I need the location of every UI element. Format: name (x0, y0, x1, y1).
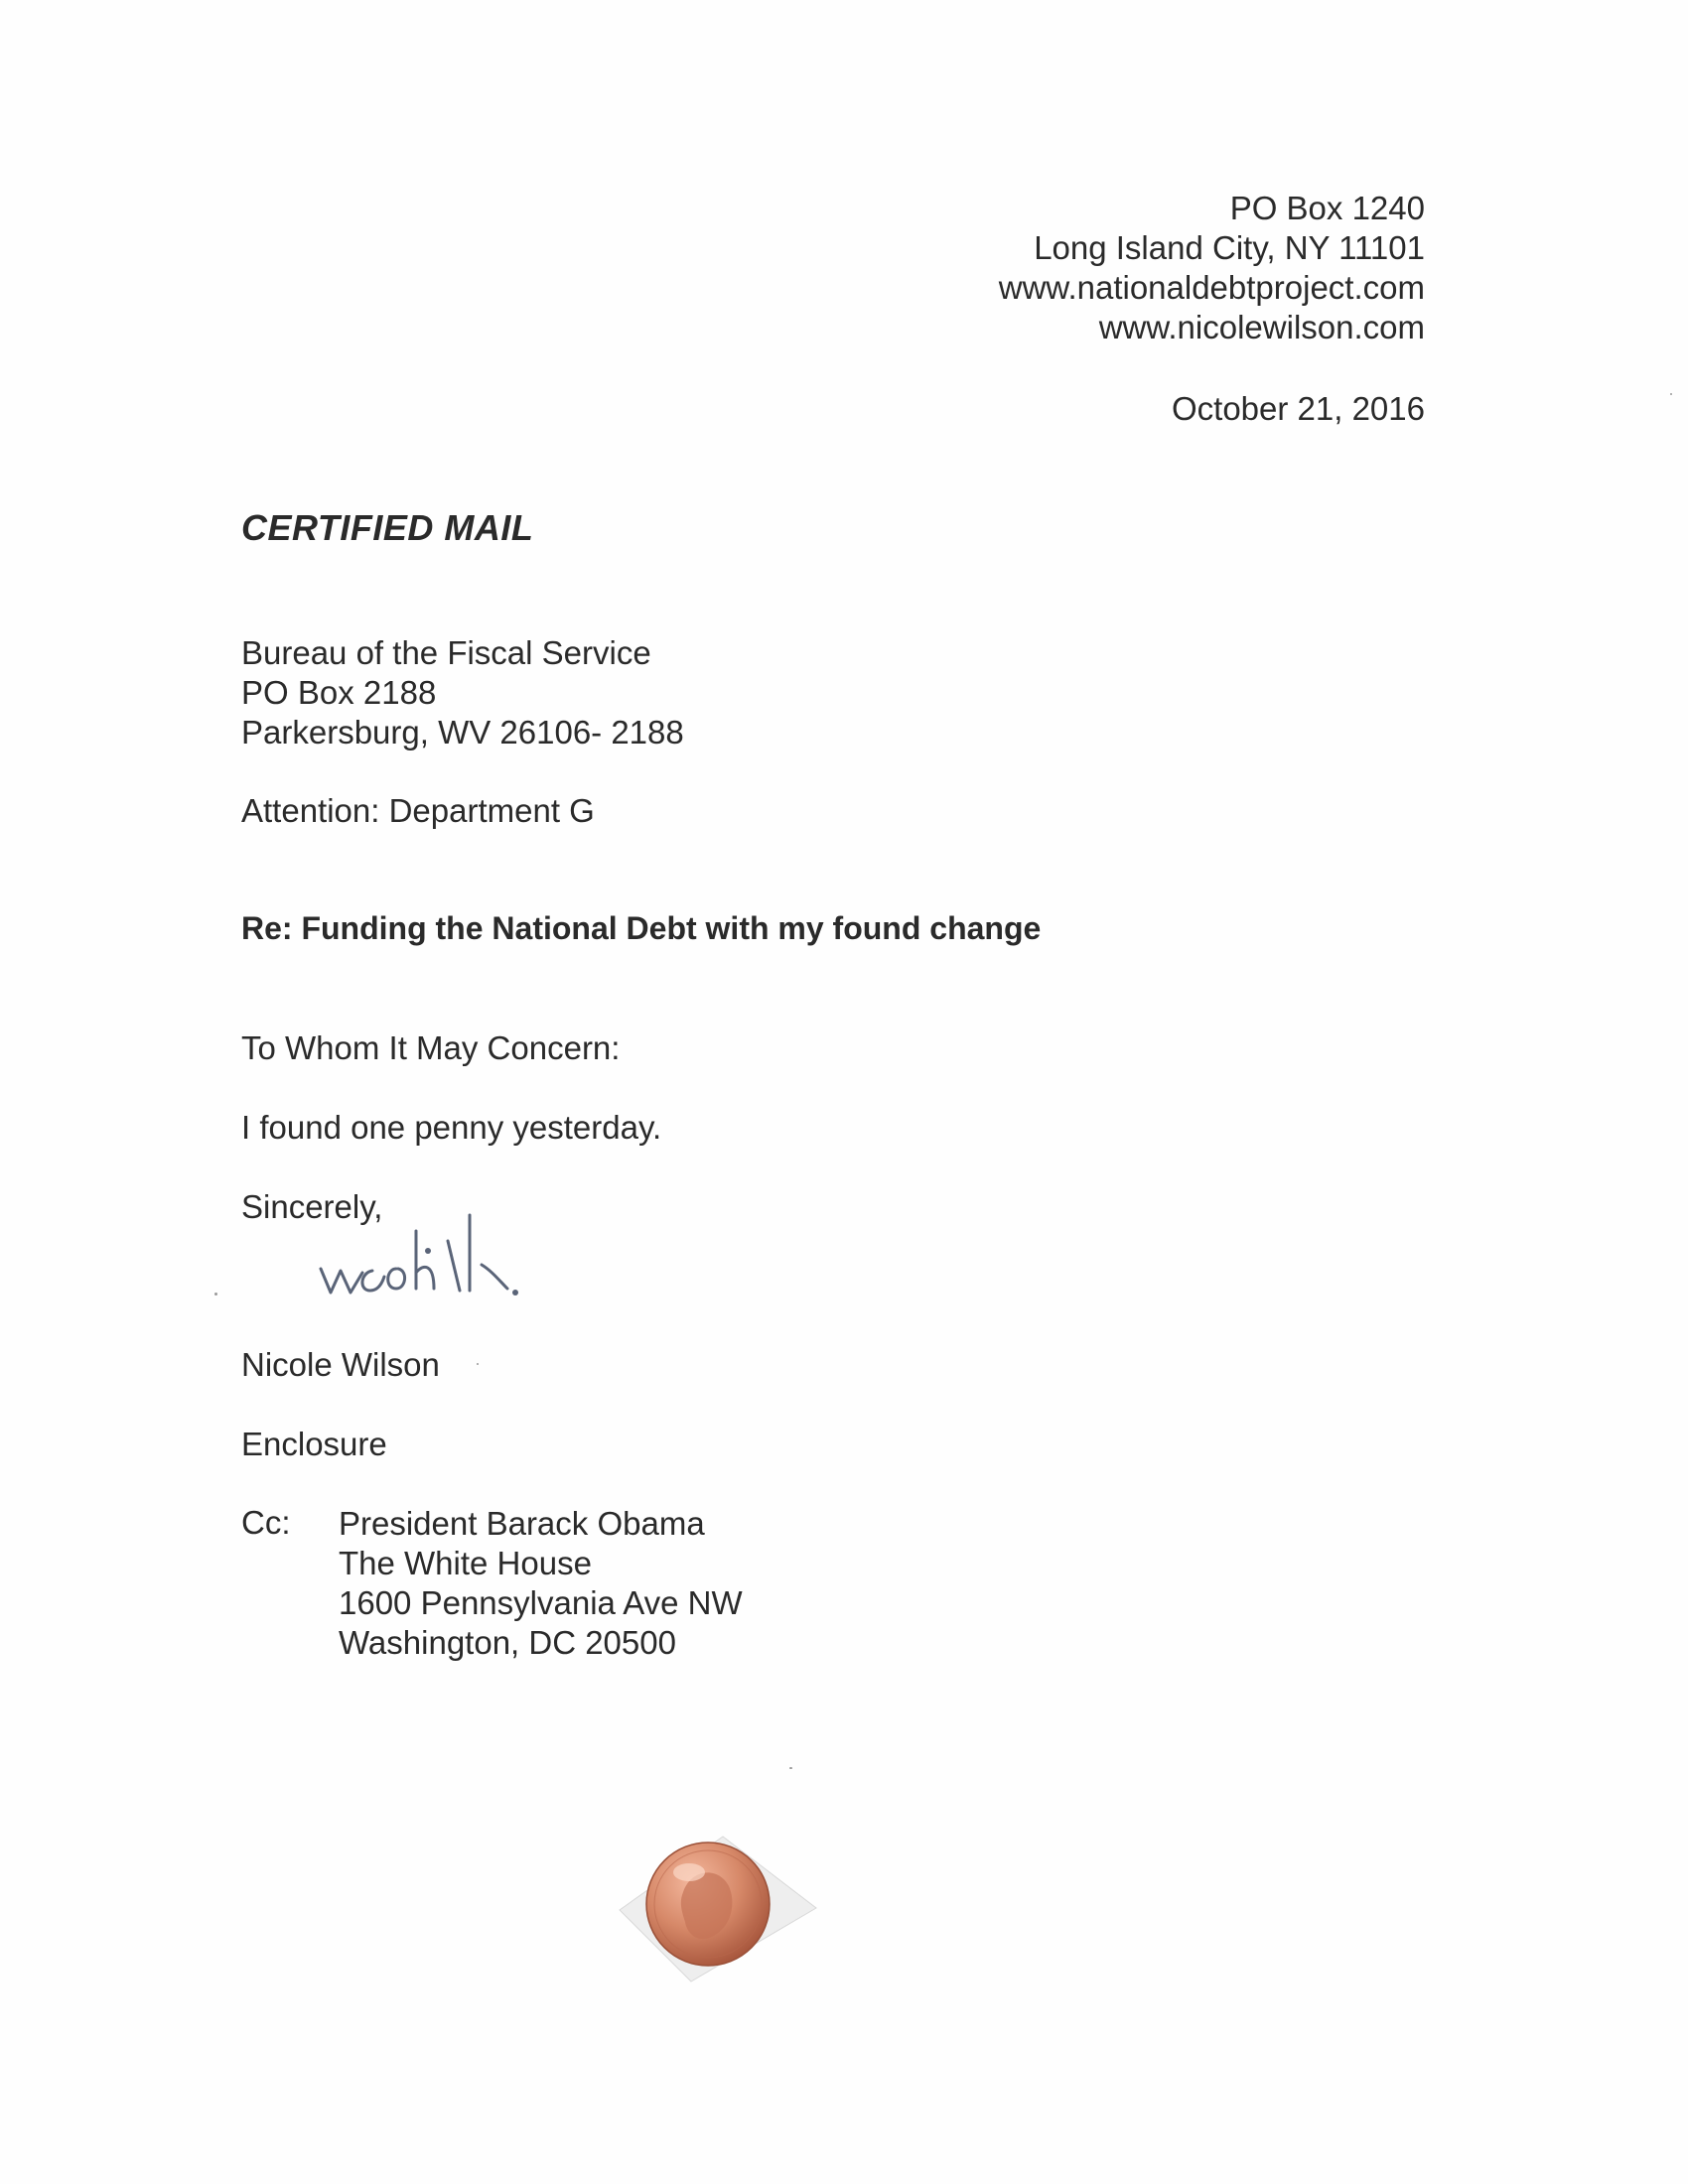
salutation: To Whom It May Concern: (241, 1029, 621, 1066)
signature-icon (313, 1191, 650, 1320)
recipient-address (241, 633, 684, 752)
cc-line: The White House (339, 1545, 592, 1581)
sender-website-link[interactable]: www.nicolewilson.com (1098, 309, 1425, 345)
cc-line: 1600 Pennsylvania Ave NW (339, 1584, 743, 1621)
cc-line: President Barack Obama (339, 1505, 705, 1542)
sender-website-link[interactable]: www.nationaldebtproject.com (998, 269, 1425, 306)
sender-line: Long Island City, NY 11101 (1034, 229, 1425, 266)
closing: Sincerely, (241, 1188, 383, 1225)
recipient-line: PO Box 2188 (241, 674, 437, 711)
letter-body: I found one penny yesterday. (241, 1109, 662, 1146)
cc-address (339, 1504, 743, 1663)
paper-speck (1670, 393, 1672, 395)
signer-name: Nicole Wilson (241, 1346, 440, 1383)
cc-label: Cc: (241, 1504, 291, 1541)
paper-speck (789, 1767, 792, 1769)
sender-address (999, 189, 1425, 347)
paper-speck (214, 1293, 217, 1296)
sender-line: PO Box 1240 (1229, 190, 1425, 226)
certified-mail-label: CERTIFIED MAIL (241, 507, 534, 548)
subject-line: Re: Funding the National Debt with my found change (241, 910, 1042, 946)
enclosure-label: Enclosure (241, 1426, 387, 1462)
attention-line: Attention: Department G (241, 792, 595, 829)
recipient-line: Parkersburg, WV 26106- 2188 (241, 714, 684, 751)
cc-line: Washington, DC 20500 (339, 1624, 676, 1661)
penny-coin-icon (606, 1807, 834, 2005)
paper-speck (477, 1363, 479, 1365)
recipient-line: Bureau of the Fiscal Service (241, 634, 651, 671)
letter-date: October 21, 2016 (1171, 390, 1425, 427)
